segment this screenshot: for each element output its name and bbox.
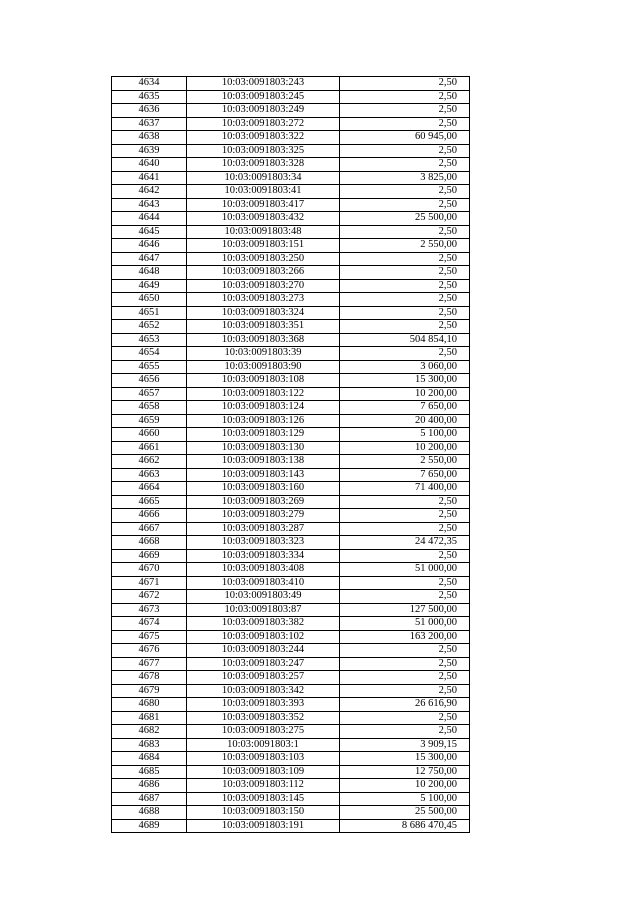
table-row	[112, 117, 470, 131]
value-cell: 2,50	[340, 90, 470, 104]
value-cell: 2,50	[340, 509, 470, 523]
table-row	[112, 158, 470, 172]
cadastral-number-cell: 10:03:0091803:191	[187, 819, 340, 833]
table-row	[112, 455, 470, 469]
cadastral-number-cell: 10:03:0091803:87	[187, 603, 340, 617]
value-cell: 2,50	[340, 320, 470, 334]
row-number-cell: 4675	[112, 630, 187, 644]
value-cell: 25 500,00	[340, 806, 470, 820]
cadastral-number-cell: 10:03:0091803:245	[187, 90, 340, 104]
cadastral-number-cell: 10:03:0091803:130	[187, 441, 340, 455]
value-cell: 12 750,00	[340, 765, 470, 779]
row-number-cell: 4686	[112, 779, 187, 793]
row-number-cell: 4651	[112, 306, 187, 320]
row-number-cell: 4677	[112, 657, 187, 671]
row-number-cell: 4645	[112, 225, 187, 239]
value-cell: 10 200,00	[340, 441, 470, 455]
table-row	[112, 293, 470, 307]
table-row	[112, 185, 470, 199]
cadastral-number-cell: 10:03:0091803:269	[187, 495, 340, 509]
row-number-cell: 4666	[112, 509, 187, 523]
cadastral-number-cell: 10:03:0091803:243	[187, 77, 340, 91]
cadastral-number-cell: 10:03:0091803:124	[187, 401, 340, 415]
table-row	[112, 333, 470, 347]
value-cell: 2 550,00	[340, 455, 470, 469]
table-row	[112, 441, 470, 455]
cadastral-number-cell: 10:03:0091803:34	[187, 171, 340, 185]
row-number-cell: 4636	[112, 104, 187, 118]
value-cell: 60 945,00	[340, 131, 470, 145]
row-number-cell: 4674	[112, 617, 187, 631]
row-number-cell: 4684	[112, 752, 187, 766]
cadastral-number-cell: 10:03:0091803:272	[187, 117, 340, 131]
value-cell: 2,50	[340, 644, 470, 658]
table-row	[112, 617, 470, 631]
row-number-cell: 4659	[112, 414, 187, 428]
row-number-cell: 4642	[112, 185, 187, 199]
table-row	[112, 252, 470, 266]
value-cell: 2,50	[340, 198, 470, 212]
table-row	[112, 279, 470, 293]
cadastral-number-cell: 10:03:0091803:279	[187, 509, 340, 523]
value-cell: 3 060,00	[340, 360, 470, 374]
row-number-cell: 4655	[112, 360, 187, 374]
cadastral-number-cell: 10:03:0091803:275	[187, 725, 340, 739]
table-row	[112, 144, 470, 158]
value-cell: 2,50	[340, 495, 470, 509]
row-number-cell: 4661	[112, 441, 187, 455]
row-number-cell: 4647	[112, 252, 187, 266]
row-number-cell: 4688	[112, 806, 187, 820]
row-number-cell: 4683	[112, 738, 187, 752]
cadastral-number-cell: 10:03:0091803:324	[187, 306, 340, 320]
value-cell: 5 100,00	[340, 428, 470, 442]
row-number-cell: 4643	[112, 198, 187, 212]
value-cell: 504 854,10	[340, 333, 470, 347]
table-row	[112, 414, 470, 428]
cadastral-number-cell: 10:03:0091803:39	[187, 347, 340, 361]
table-row	[112, 590, 470, 604]
table-row	[112, 347, 470, 361]
row-number-cell: 4668	[112, 536, 187, 550]
table-body	[112, 77, 470, 833]
data-table	[111, 76, 470, 833]
value-cell: 2 550,00	[340, 239, 470, 253]
table-row	[112, 725, 470, 739]
row-number-cell: 4640	[112, 158, 187, 172]
cadastral-number-cell: 10:03:0091803:138	[187, 455, 340, 469]
table-row	[112, 536, 470, 550]
table-row	[112, 482, 470, 496]
table-row	[112, 468, 470, 482]
cadastral-number-cell: 10:03:0091803:417	[187, 198, 340, 212]
value-cell: 2,50	[340, 347, 470, 361]
cadastral-number-cell: 10:03:0091803:352	[187, 711, 340, 725]
cadastral-number-cell: 10:03:0091803:325	[187, 144, 340, 158]
table-row	[112, 765, 470, 779]
row-number-cell: 4672	[112, 590, 187, 604]
table-row	[112, 698, 470, 712]
value-cell: 7 650,00	[340, 401, 470, 415]
value-cell: 2,50	[340, 725, 470, 739]
cadastral-number-cell: 10:03:0091803:102	[187, 630, 340, 644]
cadastral-number-cell: 10:03:0091803:143	[187, 468, 340, 482]
row-number-cell: 4676	[112, 644, 187, 658]
cadastral-number-cell: 10:03:0091803:249	[187, 104, 340, 118]
table-row	[112, 104, 470, 118]
cadastral-number-cell: 10:03:0091803:342	[187, 684, 340, 698]
row-number-cell: 4660	[112, 428, 187, 442]
value-cell: 2,50	[340, 522, 470, 536]
cadastral-number-cell: 10:03:0091803:410	[187, 576, 340, 590]
cadastral-number-cell: 10:03:0091803:322	[187, 131, 340, 145]
value-cell: 2,50	[340, 252, 470, 266]
row-number-cell: 4687	[112, 792, 187, 806]
cadastral-number-cell: 10:03:0091803:273	[187, 293, 340, 307]
table-row	[112, 198, 470, 212]
row-number-cell: 4635	[112, 90, 187, 104]
table-row	[112, 576, 470, 590]
row-number-cell: 4671	[112, 576, 187, 590]
row-number-cell: 4641	[112, 171, 187, 185]
cadastral-number-cell: 10:03:0091803:41	[187, 185, 340, 199]
cadastral-number-cell: 10:03:0091803:328	[187, 158, 340, 172]
cadastral-number-cell: 10:03:0091803:323	[187, 536, 340, 550]
row-number-cell: 4648	[112, 266, 187, 280]
row-number-cell: 4679	[112, 684, 187, 698]
table-row	[112, 684, 470, 698]
row-number-cell: 4639	[112, 144, 187, 158]
row-number-cell: 4646	[112, 239, 187, 253]
cadastral-number-cell: 10:03:0091803:351	[187, 320, 340, 334]
value-cell: 15 300,00	[340, 752, 470, 766]
cadastral-number-cell: 10:03:0091803:49	[187, 590, 340, 604]
cadastral-number-cell: 10:03:0091803:368	[187, 333, 340, 347]
row-number-cell: 4663	[112, 468, 187, 482]
cadastral-number-cell: 10:03:0091803:287	[187, 522, 340, 536]
value-cell: 51 000,00	[340, 563, 470, 577]
row-number-cell: 4654	[112, 347, 187, 361]
row-number-cell: 4634	[112, 77, 187, 91]
table-row	[112, 671, 470, 685]
table-row	[112, 77, 470, 91]
cadastral-number-cell: 10:03:0091803:112	[187, 779, 340, 793]
value-cell: 2,50	[340, 576, 470, 590]
table-row	[112, 239, 470, 253]
value-cell: 2,50	[340, 225, 470, 239]
table-row	[112, 374, 470, 388]
cadastral-number-cell: 10:03:0091803:150	[187, 806, 340, 820]
value-cell: 2,50	[340, 590, 470, 604]
value-cell: 26 616,90	[340, 698, 470, 712]
row-number-cell: 4653	[112, 333, 187, 347]
table-row	[112, 752, 470, 766]
cadastral-number-cell: 10:03:0091803:393	[187, 698, 340, 712]
value-cell: 2,50	[340, 711, 470, 725]
table-row	[112, 360, 470, 374]
table-row	[112, 401, 470, 415]
row-number-cell: 4652	[112, 320, 187, 334]
value-cell: 10 200,00	[340, 779, 470, 793]
cadastral-number-cell: 10:03:0091803:129	[187, 428, 340, 442]
cadastral-number-cell: 10:03:0091803:1	[187, 738, 340, 752]
table-row	[112, 738, 470, 752]
table-row	[112, 657, 470, 671]
row-number-cell: 4665	[112, 495, 187, 509]
table-row	[112, 495, 470, 509]
value-cell: 5 100,00	[340, 792, 470, 806]
cadastral-number-cell: 10:03:0091803:160	[187, 482, 340, 496]
row-number-cell: 4670	[112, 563, 187, 577]
row-number-cell: 4650	[112, 293, 187, 307]
value-cell: 8 686 470,45	[340, 819, 470, 833]
value-cell: 2,50	[340, 144, 470, 158]
table-row	[112, 225, 470, 239]
cadastral-number-cell: 10:03:0091803:48	[187, 225, 340, 239]
cadastral-number-cell: 10:03:0091803:382	[187, 617, 340, 631]
value-cell: 2,50	[340, 77, 470, 91]
row-number-cell: 4638	[112, 131, 187, 145]
value-cell: 2,50	[340, 185, 470, 199]
value-cell: 3 909,15	[340, 738, 470, 752]
value-cell: 51 000,00	[340, 617, 470, 631]
table-row	[112, 212, 470, 226]
table-row	[112, 509, 470, 523]
value-cell: 2,50	[340, 671, 470, 685]
table-row	[112, 90, 470, 104]
table-row	[112, 131, 470, 145]
value-cell: 15 300,00	[340, 374, 470, 388]
cadastral-number-cell: 10:03:0091803:250	[187, 252, 340, 266]
cadastral-number-cell: 10:03:0091803:247	[187, 657, 340, 671]
cadastral-number-cell: 10:03:0091803:432	[187, 212, 340, 226]
row-number-cell: 4644	[112, 212, 187, 226]
cadastral-number-cell: 10:03:0091803:108	[187, 374, 340, 388]
row-number-cell: 4637	[112, 117, 187, 131]
value-cell: 24 472,35	[340, 536, 470, 550]
cadastral-number-cell: 10:03:0091803:334	[187, 549, 340, 563]
row-number-cell: 4656	[112, 374, 187, 388]
cadastral-number-cell: 10:03:0091803:122	[187, 387, 340, 401]
cadastral-number-cell: 10:03:0091803:126	[187, 414, 340, 428]
row-number-cell: 4662	[112, 455, 187, 469]
cadastral-number-cell: 10:03:0091803:90	[187, 360, 340, 374]
cadastral-number-cell: 10:03:0091803:244	[187, 644, 340, 658]
cadastral-number-cell: 10:03:0091803:257	[187, 671, 340, 685]
table-row	[112, 792, 470, 806]
table-row	[112, 522, 470, 536]
value-cell: 3 825,00	[340, 171, 470, 185]
row-number-cell: 4669	[112, 549, 187, 563]
row-number-cell: 4649	[112, 279, 187, 293]
table-row	[112, 171, 470, 185]
table-row	[112, 779, 470, 793]
value-cell: 10 200,00	[340, 387, 470, 401]
value-cell: 2,50	[340, 657, 470, 671]
cadastral-number-cell: 10:03:0091803:151	[187, 239, 340, 253]
table-row	[112, 819, 470, 833]
value-cell: 163 200,00	[340, 630, 470, 644]
row-number-cell: 4689	[112, 819, 187, 833]
cadastral-number-cell: 10:03:0091803:109	[187, 765, 340, 779]
table-row	[112, 549, 470, 563]
cadastral-number-cell: 10:03:0091803:270	[187, 279, 340, 293]
table-row	[112, 711, 470, 725]
value-cell: 2,50	[340, 266, 470, 280]
row-number-cell: 4680	[112, 698, 187, 712]
table-row	[112, 630, 470, 644]
row-number-cell: 4681	[112, 711, 187, 725]
row-number-cell: 4658	[112, 401, 187, 415]
row-number-cell: 4682	[112, 725, 187, 739]
table-row	[112, 320, 470, 334]
table-row	[112, 563, 470, 577]
value-cell: 2,50	[340, 158, 470, 172]
table-row	[112, 428, 470, 442]
value-cell: 2,50	[340, 104, 470, 118]
row-number-cell: 4685	[112, 765, 187, 779]
row-number-cell: 4664	[112, 482, 187, 496]
table-row	[112, 603, 470, 617]
cadastral-number-cell: 10:03:0091803:103	[187, 752, 340, 766]
value-cell: 2,50	[340, 684, 470, 698]
value-cell: 20 400,00	[340, 414, 470, 428]
table-row	[112, 644, 470, 658]
cadastral-number-cell: 10:03:0091803:266	[187, 266, 340, 280]
cadastral-number-cell: 10:03:0091803:408	[187, 563, 340, 577]
table-row	[112, 806, 470, 820]
value-cell: 2,50	[340, 549, 470, 563]
value-cell: 127 500,00	[340, 603, 470, 617]
cadastral-number-cell: 10:03:0091803:145	[187, 792, 340, 806]
value-cell: 7 650,00	[340, 468, 470, 482]
value-cell: 2,50	[340, 117, 470, 131]
table-row	[112, 266, 470, 280]
value-cell: 71 400,00	[340, 482, 470, 496]
row-number-cell: 4657	[112, 387, 187, 401]
value-cell: 2,50	[340, 279, 470, 293]
value-cell: 2,50	[340, 293, 470, 307]
row-number-cell: 4673	[112, 603, 187, 617]
value-cell: 2,50	[340, 306, 470, 320]
row-number-cell: 4667	[112, 522, 187, 536]
value-cell: 25 500,00	[340, 212, 470, 226]
table-row	[112, 387, 470, 401]
row-number-cell: 4678	[112, 671, 187, 685]
table-row	[112, 306, 470, 320]
